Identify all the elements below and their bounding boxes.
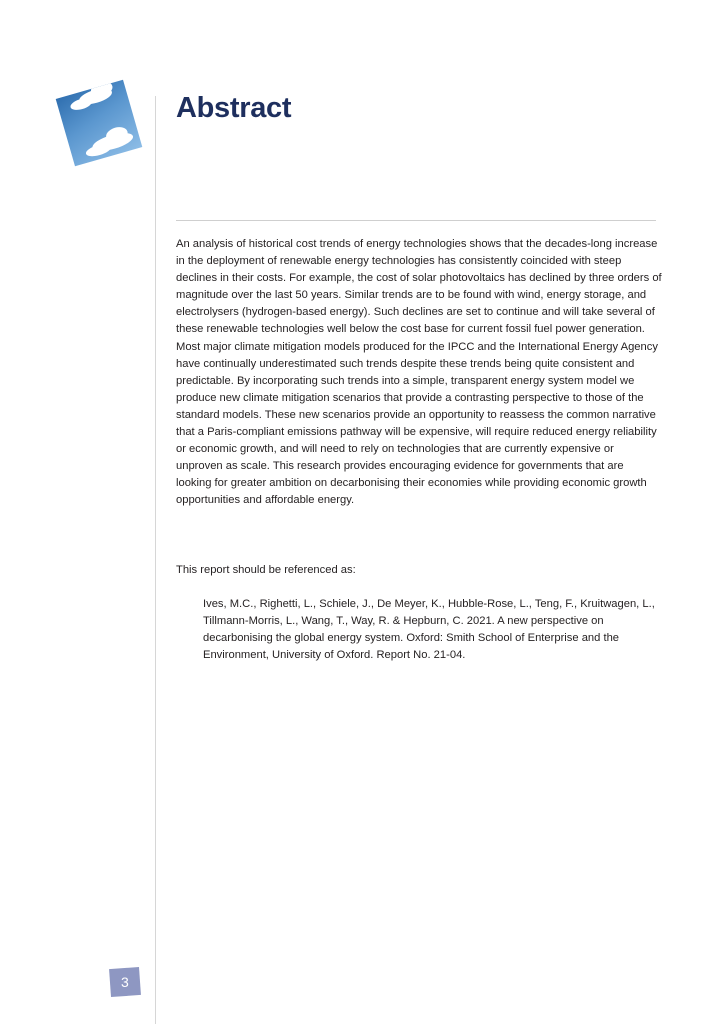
reference-intro: This report should be referenced as: (176, 564, 356, 576)
page-title: Abstract (176, 92, 292, 124)
page-number-badge (109, 967, 141, 997)
margin-divider (155, 96, 156, 1024)
citation-text: Ives, M.C., Righetti, L., Schiele, J., De Meyer, K., Hubble-Rose, L., Teng, F., Kruitwagen, L., Tillmann-Morris, L., Wang, T., Way, R. & Hepburn, C. 2021. A new perspective on decarbonising the global energy system. Oxford: Smith School of Enterprise and the Environment, University of Oxford. Report No. 21-04. (203, 598, 655, 662)
page-number: 3 (121, 974, 129, 991)
title-divider (176, 220, 656, 221)
abstract-paragraph: An analysis of historical cost trends of energy technologies shows that the decades-long increase in the deployment of renewable energy technologies has consistently coincided with steep declines in their costs. For example, the cost of solar photovoltaics has declined by three orders of magnitude over the last 50 years. Similar trends are to be found with wind, energy storage, and electrolysers (hydrogen-based energy). Such declines are set to continue and will take several of these renewable technologies well below the cost base for current fossil fuel power generation. Most major climate mitigation models produced for the IPCC and the International Energy Agency have continually underestimated such trends despite these trends being quite consistent and predictable. By incorporating such trends into a simple, transparent energy system model we produce new climate mitigation scenarios that provide a contrasting perspective to those of the standard models. These new scenarios provide an opportunity to reassess the common narrative that a Paris-compliant emissions pathway will be expensive, will require reduced energy reliability or economic growth, and will need to rely on technologies that are currently expensive or unproven as scale. This research provides encouraging evidence for governments that are looking for greater ambition on decarbonising their economies while providing economic growth opportunities and affordable energy. (176, 238, 662, 507)
sky-cloud-image (56, 80, 143, 167)
